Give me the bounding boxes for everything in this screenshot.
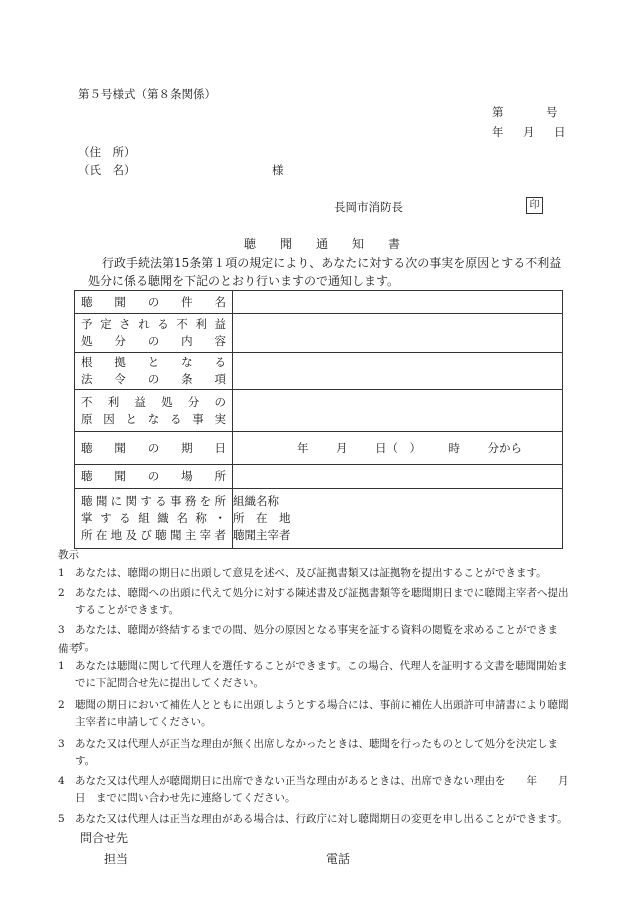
instruction-item bbox=[58, 622, 578, 656]
item-text: あなた又は代理人は正当な理由がある場合は、行政庁に対し聴聞期日の変更を申し出ることができます。 bbox=[75, 813, 568, 825]
item-number: 2 bbox=[58, 587, 65, 599]
contact-heading: 問合せ先 bbox=[80, 831, 129, 845]
value-hearing-date bbox=[233, 432, 563, 465]
label-hearing-place: 聴 聞 の 場 所 bbox=[81, 469, 226, 483]
item-text: あなた又は代理人が正当な理由が無く出席しなかったときは、聴聞を行ったものとして処分を決定します。 bbox=[75, 738, 558, 767]
item-text: あなたは聴聞に関して代理人を選任することができます。この場合、代理人を証明する文書を聴聞開始までに下記問合せ先に提出してください。 bbox=[75, 660, 568, 689]
contact-person: 担当 bbox=[104, 852, 129, 866]
label-planned-disposition-2: 処 分 の 内 容 bbox=[81, 334, 226, 348]
row-hearing-subject bbox=[75, 291, 563, 314]
item-number: 5 bbox=[58, 813, 65, 825]
remark-item bbox=[58, 811, 578, 828]
label-cause-facts-2: 原因となる事実 bbox=[81, 411, 226, 426]
item-text: あなたは、聴聞の期日に出頭して意見を述べ、及び証拠書類又は証拠物を提出することができます。 bbox=[75, 567, 547, 579]
remark-item bbox=[58, 697, 578, 731]
instructions-heading: 教示 bbox=[58, 549, 79, 561]
issuer-name: 長岡市消防長 bbox=[334, 200, 403, 214]
item-text: 聴聞の期日において補佐人とともに出頭しようとする場合には、事前に補佐人出頭許可申請書により聴聞主宰者に申請してください。 bbox=[75, 699, 569, 728]
item-number: 3 bbox=[58, 738, 65, 750]
row-hearing-date bbox=[75, 432, 563, 465]
item-text: あなたは、聴聞が終結するまでの間、処分の原因となる事実を証する資料の閲覧を求めることができます。 bbox=[75, 624, 558, 653]
date-year: 年 bbox=[297, 441, 309, 455]
value-planned-disposition bbox=[233, 314, 563, 353]
label-hearing-subject: 聴 聞 の 件 名 bbox=[81, 294, 226, 309]
office-presiding-officer: 聴聞主宰者 bbox=[233, 528, 291, 542]
instruction-item bbox=[58, 565, 578, 582]
remark-item bbox=[58, 773, 590, 807]
label-office-2: 掌する組織名称・ bbox=[81, 511, 226, 525]
value-legal-basis bbox=[233, 353, 563, 390]
document-number: 第 号 bbox=[492, 105, 560, 119]
instruction-item bbox=[58, 585, 578, 619]
item-text: あなたは、聴聞への出頭に代えて処分に対する陳述書及び証拠書類等を聴聞期日までに聴聞主宰者へ提出することができます。 bbox=[75, 587, 569, 616]
row-planned-disposition bbox=[75, 314, 563, 353]
label-legal-basis-2: 法 令 の 条 項 bbox=[81, 372, 226, 386]
intro-line-1: 行政手続法第15条第１項の規定により、あなたに対する次の事実を原因とする不利益 bbox=[102, 256, 562, 270]
date-hour: 時 bbox=[448, 441, 460, 455]
label-legal-basis-1: 根 拠 と な る bbox=[81, 355, 226, 369]
row-cause-facts bbox=[75, 390, 563, 432]
label-office-3: 所在地及び聴聞主宰者 bbox=[81, 528, 226, 542]
form-number: 第５号様式（第８条関係） bbox=[78, 87, 216, 101]
remark-item bbox=[58, 658, 578, 692]
address-label: （住 所） bbox=[78, 145, 136, 159]
date-minute: 分から bbox=[487, 441, 522, 455]
date-month: 月 bbox=[336, 441, 348, 455]
hearing-details-table bbox=[74, 290, 563, 549]
item-number: 4 bbox=[58, 775, 65, 787]
row-legal-basis bbox=[75, 353, 563, 390]
row-hearing-office bbox=[75, 489, 563, 549]
name-label: （氏 名） bbox=[78, 163, 136, 177]
item-number: 2 bbox=[58, 699, 65, 711]
intro-line-2: 処分に係る聴聞を下記のとおり行いますので通知します。 bbox=[88, 274, 400, 288]
value-hearing-office bbox=[233, 489, 563, 549]
item-number: 1 bbox=[58, 660, 65, 672]
value-cause-facts bbox=[233, 390, 563, 432]
label-cause-facts-1: 不 利 益 処 分 の bbox=[81, 394, 226, 409]
value-hearing-place bbox=[233, 465, 563, 489]
contact-phone: 電話 bbox=[326, 852, 351, 866]
honorific: 様 bbox=[272, 163, 284, 177]
item-number: 3 bbox=[58, 624, 65, 636]
remark-item bbox=[58, 736, 578, 770]
date-day: 日（ ） bbox=[375, 441, 421, 455]
value-hearing-subject bbox=[233, 291, 563, 314]
item-number: 1 bbox=[58, 567, 65, 579]
label-hearing-date: 聴 聞 の 期 日 bbox=[81, 440, 226, 455]
office-org-name: 組織名称 bbox=[233, 494, 279, 508]
label-planned-disposition-1: 予定される不利益 bbox=[81, 317, 226, 331]
row-hearing-place bbox=[75, 465, 563, 489]
remarks-heading: 備考 bbox=[58, 643, 79, 655]
document-title: 聴 聞 通 知 書 bbox=[244, 237, 401, 251]
issue-date: 年 月 日 bbox=[492, 125, 570, 139]
seal-mark: 印 bbox=[526, 197, 543, 214]
label-office-1: 聴聞に関する事務を所 bbox=[81, 494, 226, 508]
office-location: 所 在 地 bbox=[233, 511, 291, 525]
item-text: あなた又は代理人が聴聞期日に出席できない正当な理由があるときは、出席できない理由を 年 月 日 までに問い合わせ先に連絡してください。 bbox=[75, 775, 590, 804]
